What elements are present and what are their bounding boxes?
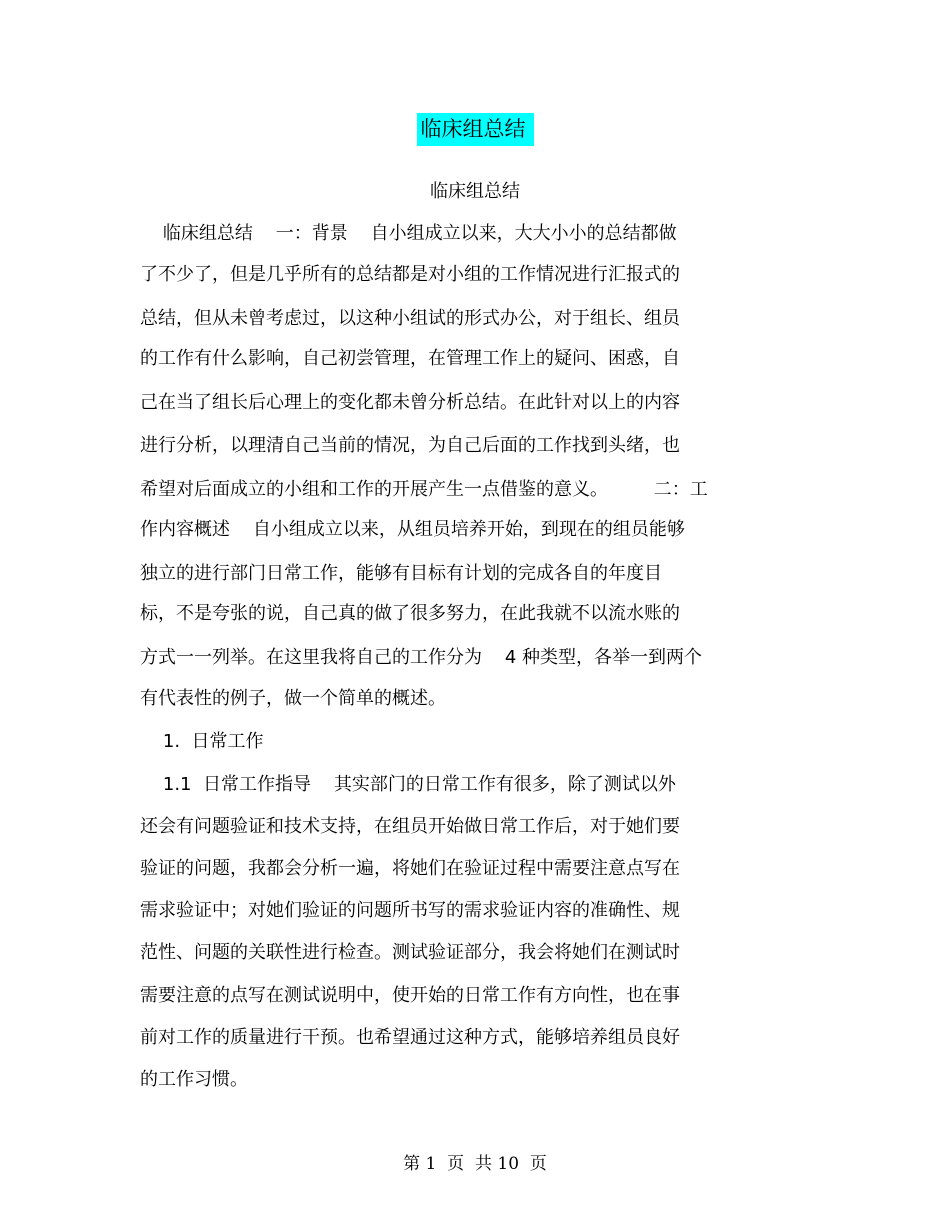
body-line-20: 前对工作的质量进行干预。也希望通过这种方式，能够培养组员良好 [140, 1027, 680, 1048]
document-subtitle: 临床组总结 [430, 181, 520, 202]
body-line-7: 希望对后面成立的小组和工作的开展产生一点借鉴的意义。 二：工 [140, 479, 708, 500]
body-line-11: 方式一一列举。在这里我将自己的工作分为 4 种类型，各举一到两个 [140, 647, 703, 668]
body-line-14: 1.1 日常工作指导 其实部门的日常工作有很多，除了测试以外 [140, 774, 676, 795]
section-heading-1: 1. 日常工作 [140, 731, 264, 752]
body-line-21: 的工作习惯。 [140, 1069, 248, 1090]
body-line-1: 临床组总结 一：背景 自小组成立以来，大大小小的总结都做 [140, 223, 677, 244]
body-line-9: 独立的进行部门日常工作，能够有目标有计划的完成各自的年度目 [140, 563, 662, 584]
page-footer: 第 1 页 共 10 页 [403, 1154, 547, 1174]
body-line-19: 需要注意的点写在测试说明中，使开始的日常工作有方向性，也在事 [140, 985, 680, 1006]
body-line-3: 总结，但从未曾考虑过，以这种小组试的形式办公，对于组长、组员 [140, 308, 680, 329]
body-line-8: 作内容概述 自小组成立以来，从组员培养开始，到现在的组员能够 [140, 519, 685, 540]
body-line-6: 进行分析，以理清自己当前的情况，为自己后面的工作找到头绪，也 [140, 435, 680, 456]
body-line-15: 还会有问题验证和技术支持，在组员开始做日常工作后，对于她们要 [140, 816, 680, 837]
body-line-17: 需求验证中；对她们验证的问题所书写的需求验证内容的准确性、规 [140, 900, 680, 921]
body-line-18: 范性、问题的关联性进行检查。测试验证部分，我会将她们在测试时 [140, 942, 680, 963]
body-line-12: 有代表性的例子，做一个简单的概述。 [140, 688, 446, 709]
title-container [0, 113, 950, 146]
body-line-16: 验证的问题，我都会分析一遍，将她们在验证过程中需要注意点写在 [140, 858, 680, 879]
body-line-4: 的工作有什么影响，自己初尝管理，在管理工作上的疑问、困惑，自 [140, 348, 680, 369]
body-line-10: 标，不是夸张的说，自己真的做了很多努力，在此我就不以流水账的 [140, 603, 680, 624]
body-line-2: 了不少了，但是几乎所有的总结都是对小组的工作情况进行汇报式的 [140, 264, 680, 285]
body-line-5: 己在当了组长后心理上的变化都未曾分析总结。在此针对以上的内容 [140, 392, 680, 413]
document-title: 临床组总结 [417, 113, 534, 146]
